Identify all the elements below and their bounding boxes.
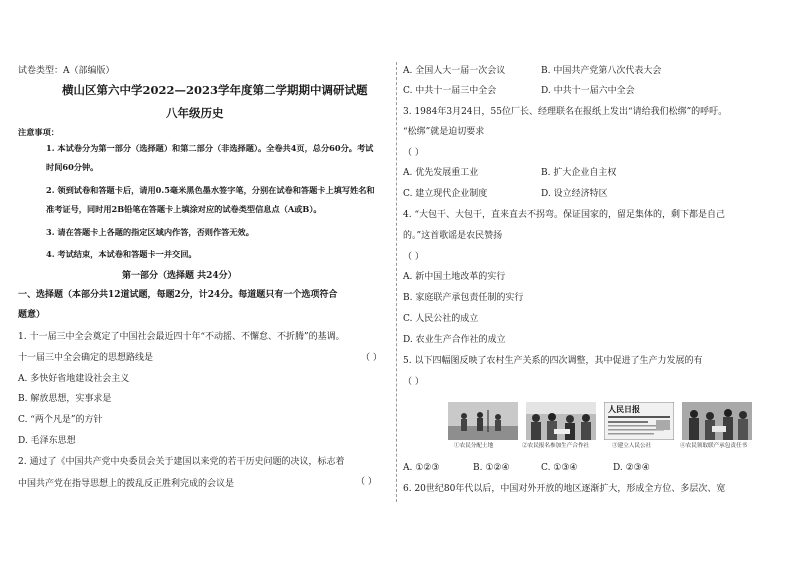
q3-answer-paren: （ ） <box>403 148 424 158</box>
notice-item: 时间60分钟。 <box>46 162 99 172</box>
q5-option-a: A. ①②③ <box>403 463 440 473</box>
photo-newspaper-masthead: 人民日报 <box>608 405 640 414</box>
photo-newspaper-commune <box>604 402 674 440</box>
q1-stem: 1. 十一届三中全会奠定了中国社会最近四十年“不动摇、不懈怠、不折腾”的基调。 <box>18 332 345 342</box>
q4-answer-paren: （ ） <box>403 252 424 262</box>
q5-option-d: D. ②③④ <box>613 463 650 473</box>
q1-stem: 十一届三中全会确定的思想路线是 <box>18 353 154 363</box>
column-divider <box>396 62 397 502</box>
q4-stem: 的。”这首歌谣是农民赞扬 <box>403 231 503 241</box>
photo-caption: ③建立人民公社 <box>612 443 652 449</box>
exam-subject: 八年级历史 <box>166 106 224 120</box>
part1-instruction: 一、选择题（本部分共12道试题，每题2分，计24分。每道题只有一个选项符合 <box>18 290 338 300</box>
notice-item: 准考证号，同时用2B铅笔在答题卡上填涂对应的试卷类型信息点（A或B）。 <box>46 204 322 214</box>
exam-type: 试卷类型：A（部编版） <box>18 66 115 76</box>
q5-stem: 5. 以下四幅图反映了农村生产关系的四次调整，其中促进了生产力发展的有 <box>403 356 703 366</box>
photo-caption: ①农民分配土地 <box>454 443 494 449</box>
q4-option-a: A. 新中国土地改革的实行 <box>403 272 506 282</box>
q2-option-c: C. 中共十一届三中全会 <box>403 86 497 96</box>
notice-item: 3. 请在答题卡上各题的指定区域内作答，否则作答无效。 <box>46 227 254 237</box>
notice-item: 1. 本试卷分为第一部分（选择题）和第二部分（非选择题）。全卷共4页，总分60分。考试 <box>46 143 374 153</box>
q5-answer-paren: （ ） <box>403 377 424 387</box>
q3-option-a: A. 优先发展重工业 <box>403 168 479 178</box>
exam-title: 横山区第六中学2022—2023学年度第二学期期中调研试题 <box>62 83 368 97</box>
q2-stem: 中国共产党在指导思想上的拨乱反正胜利完成的会议是 <box>18 479 235 489</box>
notice-heading: 注意事项： <box>18 127 59 137</box>
photo-contract-responsibility <box>682 402 752 440</box>
q1-option-b: B. 解放思想，实事求是 <box>18 394 112 404</box>
photo-caption: ④农民领取联产承包责任书 <box>680 443 748 449</box>
q3-option-b: B. 扩大企业自主权 <box>541 168 617 178</box>
q1-option-d: D. 毛泽东思想 <box>18 436 76 446</box>
q4-option-c: C. 人民公社的成立 <box>403 314 479 324</box>
photo-cooperative-signup <box>526 402 596 440</box>
q5-option-b: B. ①②④ <box>473 463 510 473</box>
q2-stem: 2. 通过了《中国共产党中央委员会关于建国以来党的若干历史问题的决议，标志着 <box>18 457 345 467</box>
q4-stem: 4. “大包干、大包干，直来直去不拐弯。保证国家的，留足集体的，剩下都是自己 <box>403 210 726 220</box>
q3-stem: “松绑”就是迫切要求 <box>403 127 485 137</box>
q3-option-d: D. 设立经济特区 <box>541 189 608 199</box>
photo-land-distribution <box>448 402 518 440</box>
notice-item: 4. 考试结束，本试卷和答题卡一并交回。 <box>46 249 197 259</box>
part1-title: 第一部分（选择题 共24分） <box>122 271 237 281</box>
q2-option-b: B. 中国共产党第八次代表大会 <box>541 66 662 76</box>
q2-option-a: A. 全国人大一届一次会议 <box>403 66 506 76</box>
q1-option-a: A. 多快好省地建设社会主义 <box>18 374 130 384</box>
q3-stem: 3. 1984年3月24日，55位厂长、经理联名在报纸上发出“请给我们松绑”的呼吁。 <box>403 107 728 117</box>
q4-option-d: D. 农业生产合作社的成立 <box>403 335 506 345</box>
q3-option-c: C. 建立现代企业制度 <box>403 189 488 199</box>
notice-item: 2. 领到试卷和答题卡后，请用0.5毫米黑色墨水签字笔，分别在试卷和答题卡上填写姓名和 <box>46 185 375 195</box>
q6-stem: 6. 20世纪80年代以后，中国对外开放的地区逐渐扩大，形成全方位、多层次、宽 <box>403 484 726 494</box>
q1-answer-paren: （ ） <box>361 353 382 363</box>
q2-answer-paren: （ ） <box>356 477 377 487</box>
q1-option-c: C. “两个凡是”的方针 <box>18 415 103 425</box>
q5-photo-strip <box>448 402 758 450</box>
q5-option-c: C. ①③④ <box>541 463 578 473</box>
part1-instruction: 题意） <box>18 310 46 320</box>
q4-option-b: B. 家庭联产承包责任制的实行 <box>403 293 524 303</box>
q2-option-d: D. 中共十一届六中全会 <box>541 86 635 96</box>
photo-caption: ②农民报名参加生产合作社 <box>522 443 590 449</box>
